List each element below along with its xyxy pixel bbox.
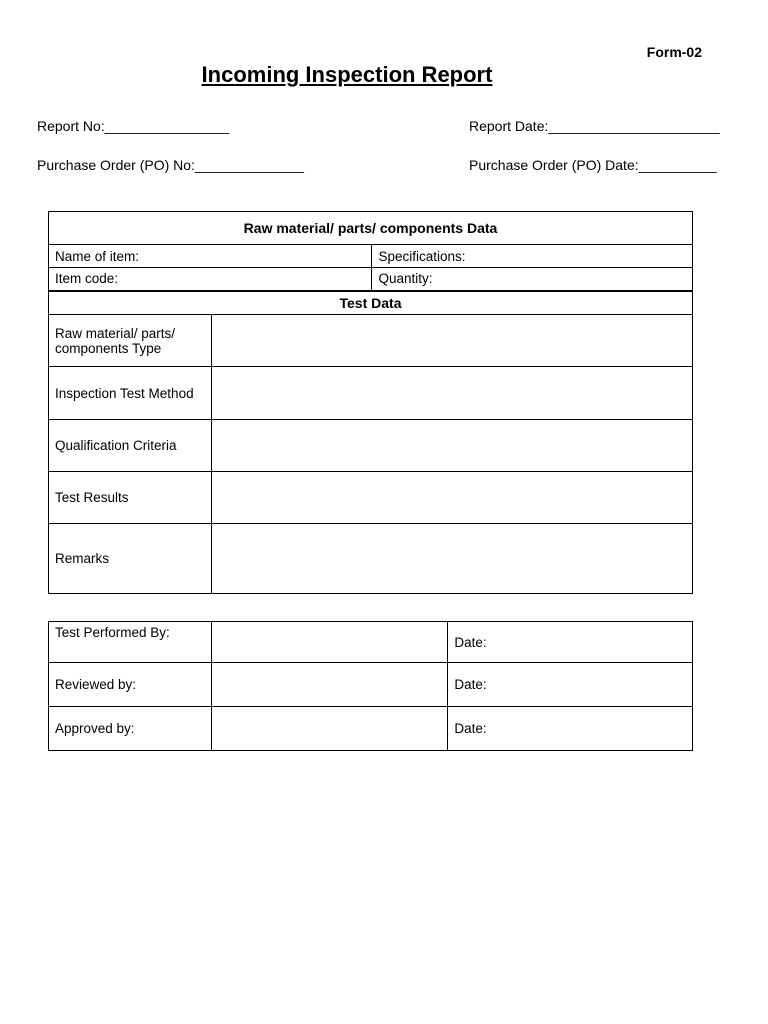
- test-row-value-cell[interactable]: [211, 315, 692, 367]
- test-row-label: Raw material/ parts/ components Type: [49, 315, 212, 367]
- signoff-label: Reviewed by:: [49, 663, 212, 707]
- test-section-heading: Test Data: [49, 291, 693, 315]
- quantity-cell[interactable]: Quantity:: [372, 268, 693, 291]
- specifications-cell[interactable]: Specifications:: [372, 245, 693, 268]
- table-row: [49, 245, 693, 268]
- signoff-label: Approved by:: [49, 707, 212, 751]
- signoff-date-cell[interactable]: Date:: [448, 622, 693, 663]
- test-row-label: Inspection Test Method: [49, 367, 212, 420]
- inspection-data-table: [48, 211, 693, 594]
- signoff-row: [49, 622, 693, 663]
- report-date-field[interactable]: Report Date:______________________: [469, 118, 720, 134]
- test-section-header-row: [49, 291, 693, 315]
- test-row-value-cell[interactable]: [211, 472, 692, 524]
- report-no-field[interactable]: Report No:________________: [37, 118, 230, 134]
- form-code: Form-02: [646, 44, 702, 60]
- table-row: [49, 268, 693, 291]
- signoff-row: [49, 707, 693, 751]
- name-of-item-cell[interactable]: Name of item:: [49, 245, 372, 268]
- signoff-row: [49, 663, 693, 707]
- table-row: [49, 472, 693, 524]
- signoff-table: [48, 621, 693, 751]
- signoff-signature-cell[interactable]: [211, 622, 448, 663]
- test-row-label: Qualification Criteria: [49, 420, 212, 472]
- signoff-date-cell[interactable]: Date:: [448, 663, 693, 707]
- po-date-field[interactable]: Purchase Order (PO) Date:__________: [469, 157, 717, 173]
- material-section-header-row: [49, 212, 693, 245]
- item-code-cell[interactable]: Item code:: [49, 268, 372, 291]
- table-row: [49, 367, 693, 420]
- signoff-signature-cell[interactable]: [211, 663, 448, 707]
- table-row: [49, 420, 693, 472]
- signoff-date-cell[interactable]: Date:: [448, 707, 693, 751]
- po-no-field[interactable]: Purchase Order (PO) No:______________: [37, 157, 304, 173]
- report-title: Incoming Inspection Report: [201, 62, 493, 87]
- test-row-value-cell[interactable]: [211, 367, 692, 420]
- test-row-label: Remarks: [49, 524, 212, 594]
- test-row-value-cell[interactable]: [211, 420, 692, 472]
- table-row: [49, 524, 693, 594]
- signoff-signature-cell[interactable]: [211, 707, 448, 751]
- test-row-label: Test Results: [49, 472, 212, 524]
- test-row-value-cell[interactable]: [211, 524, 692, 594]
- material-section-heading: Raw material/ parts/ components Data: [49, 212, 693, 245]
- signoff-label: Test Performed By:: [49, 622, 212, 663]
- table-row: [49, 315, 693, 367]
